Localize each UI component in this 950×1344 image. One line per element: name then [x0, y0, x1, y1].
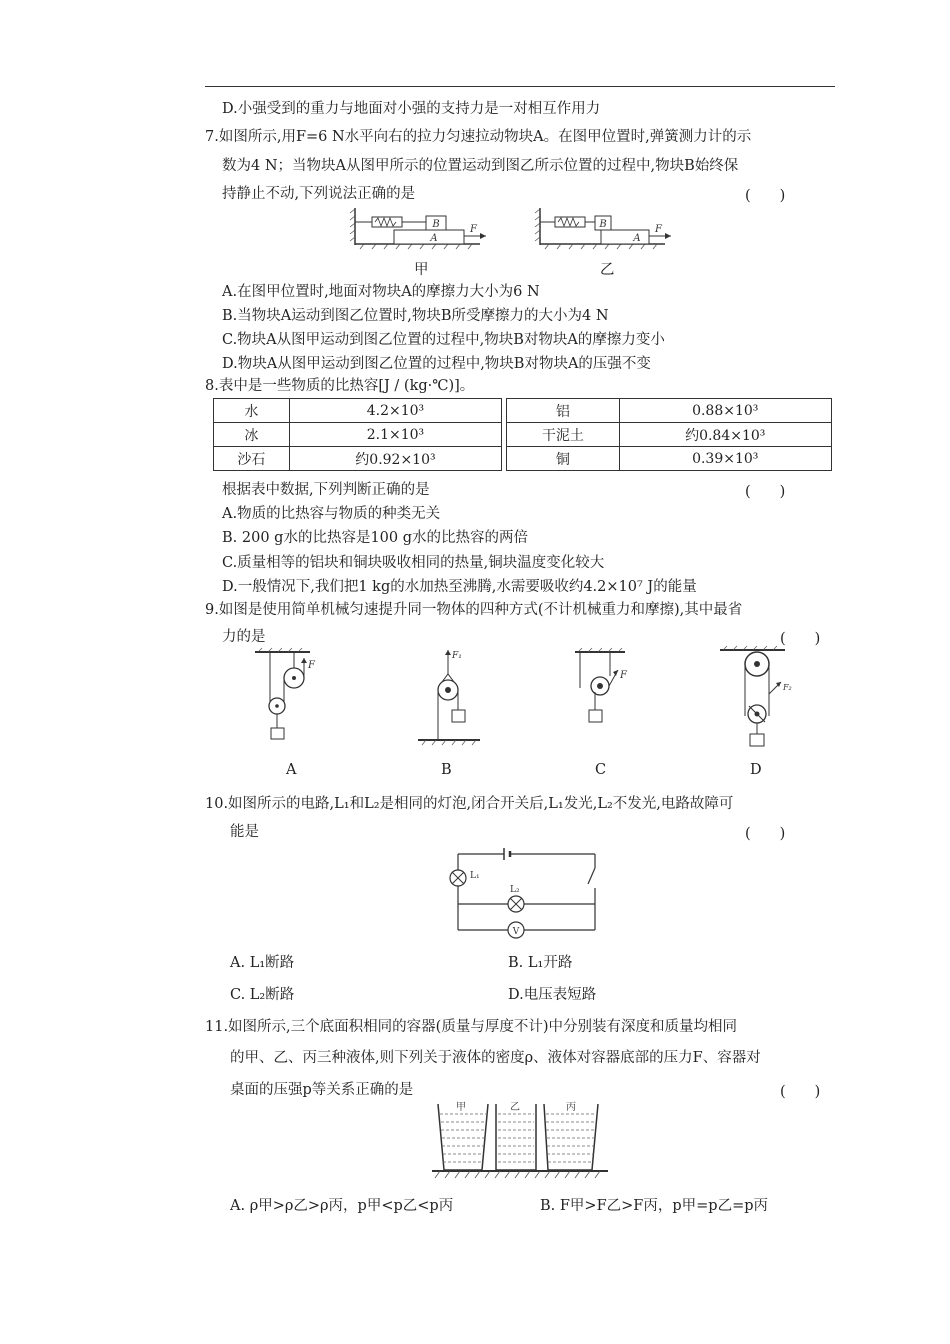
table-row [214, 423, 832, 447]
q9-stem-line1: 9.如图是使用简单机械匀速提升同一物体的四种方式(不计机械重力和摩擦),其中最省 [205, 602, 743, 618]
q7-stem-line2: 数为4 N；当物块A从图甲所示的位置运动到图乙所示位置的过程中,物块B始终保 [222, 158, 739, 174]
q7-fig-a-label-b: B [432, 219, 440, 230]
q11-container-yi: 乙 [510, 1102, 520, 1113]
table-cell: 2.1×10³ [289, 423, 501, 447]
table-cell: 干泥土 [507, 423, 619, 447]
table-cell: 沙石 [214, 447, 290, 471]
q11-container-jia: 甲 [456, 1102, 466, 1113]
q7-option-a: A.在图甲位置时,地面对物块A的摩擦力大小为6 N [222, 284, 540, 300]
q8-option-d: D.一般情况下,我们把1 kg的水加热至沸腾,水需要吸收约4.2×10⁷ J的能量 [222, 579, 697, 595]
q10-stem-line1: 10.如图所示的电路,L₁和L₂是相同的灯泡,闭合开关后,L₁发光,L₂不发光,电路故障可 [205, 796, 734, 812]
q11-stem-line1: 11.如图所示,三个底面积相同的容器(质量与厚度不计)中分别装有深度和质量均相同 [205, 1019, 737, 1035]
q11-container-bing: 丙 [566, 1102, 576, 1113]
q9-stem-line2: 力的是 [222, 629, 266, 645]
table-cell: 水 [214, 399, 290, 423]
header-rule [205, 86, 835, 87]
table-row [214, 447, 832, 471]
q11-stem-line3: 桌面的压强p等关系正确的是 [230, 1082, 414, 1098]
q8-option-a: A.物质的比热容与物质的种类无关 [222, 506, 441, 522]
q11-containers-figure [430, 1098, 615, 1184]
q7-fig-b-label-a: A [633, 233, 641, 244]
q9-c-force-label: F [620, 670, 627, 681]
q11-stem-line2: 的甲、乙、丙三种液体,则下列关于液体的密度ρ、液体对容器底部的压力F、容器对 [230, 1050, 761, 1066]
q7-fig-a-label-a: A [430, 233, 438, 244]
table-cell: 铜 [507, 447, 619, 471]
q8-option-c: C.质量相等的铝块和铜块吸收相同的热量,铜块温度变化较大 [222, 555, 605, 571]
q7-fig-a-label-f: F [470, 224, 477, 235]
q11-option-b: B. F甲>F乙>F丙，p甲=p乙=p丙 [540, 1198, 768, 1214]
table-cell: 冰 [214, 423, 290, 447]
q10-l1-label: L₁ [470, 871, 480, 881]
table-cell: 铝 [507, 399, 619, 423]
table-cell: 4.2×10³ [289, 399, 501, 423]
specific-heat-table [213, 398, 832, 471]
q10-option-d: D.电压表短路 [508, 987, 597, 1003]
q8-stem: 8.表中是一些物质的比热容[J / (kg·℃)]。 [205, 378, 475, 394]
q7-stem-line1: 7.如图所示,用F=6 N水平向右的拉力匀速拉动物块A。在图甲位置时,弹簧测力计的示 [205, 129, 752, 145]
q9-a-force-label: F [308, 660, 315, 671]
q9-pulley-a-figure [250, 648, 330, 748]
q10-option-a: A. L₁断路 [230, 955, 295, 971]
q8-question: 根据表中数据,下列判断正确的是 [222, 482, 430, 498]
table-cell: 约0.84×10³ [619, 423, 832, 447]
q9-label-c: C [595, 762, 607, 778]
q7-answer-paren: ( ) [745, 188, 786, 204]
q7-option-b: B.当物块A运动到图乙位置时,物块B所受摩擦力的大小为4 N [222, 308, 609, 324]
q8-option-b: B. 200 g水的比热容是100 g水的比热容的两倍 [222, 530, 529, 546]
q7-option-c: C.物块A从图甲运动到图乙位置的过程中,物块B对物块A的摩擦力变小 [222, 332, 665, 348]
table-cell: 0.39×10³ [619, 447, 832, 471]
q7-figure-a [350, 205, 500, 250]
q9-label-a: A [286, 762, 297, 778]
q9-answer-paren: ( ) [780, 631, 821, 647]
q7-fig-a-caption: 甲 [414, 262, 429, 278]
table-row [214, 399, 832, 423]
q7-fig-b-caption: 乙 [600, 262, 615, 278]
q9-b-force-label: F₁ [452, 651, 462, 661]
q6-option-d: D.小强受到的重力与地面对小强的支持力是一对相互作用力 [222, 101, 601, 117]
q7-fig-b-label-b: B [599, 219, 607, 230]
q7-fig-b-label-f: F [655, 224, 662, 235]
q7-stem-line3: 持静止不动,下列说法正确的是 [222, 186, 416, 202]
q8-answer-paren: ( ) [745, 484, 786, 500]
q10-l2-label: L₂ [510, 885, 520, 895]
q7-option-d: D.物块A从图甲运动到图乙位置的过程中,物块B对物块A的压强不变 [222, 356, 651, 372]
q10-circuit-diagram [440, 848, 610, 940]
q10-option-c: C. L₂断路 [230, 987, 295, 1003]
q11-option-a: A. ρ甲>ρ乙>ρ丙，p甲<p乙<p丙 [230, 1198, 454, 1214]
q10-voltmeter-label: V [512, 927, 520, 937]
q7-figure-b [535, 205, 685, 250]
table-cell: 0.88×10³ [619, 399, 832, 423]
q10-option-b: B. L₁开路 [508, 955, 573, 971]
table-cell: 约0.92×10³ [289, 447, 501, 471]
q9-d-force-label: F₂ [783, 683, 792, 692]
q10-stem-line2: 能是 [230, 824, 259, 840]
q9-label-d: D [750, 762, 762, 778]
q9-label-b: B [441, 762, 452, 778]
q9-pulley-c-figure [570, 648, 640, 748]
q9-pulley-b-figure [410, 648, 490, 748]
q9-pulley-d-figure [715, 646, 795, 756]
q11-answer-paren: ( ) [780, 1084, 821, 1100]
q10-answer-paren: ( ) [745, 826, 786, 842]
